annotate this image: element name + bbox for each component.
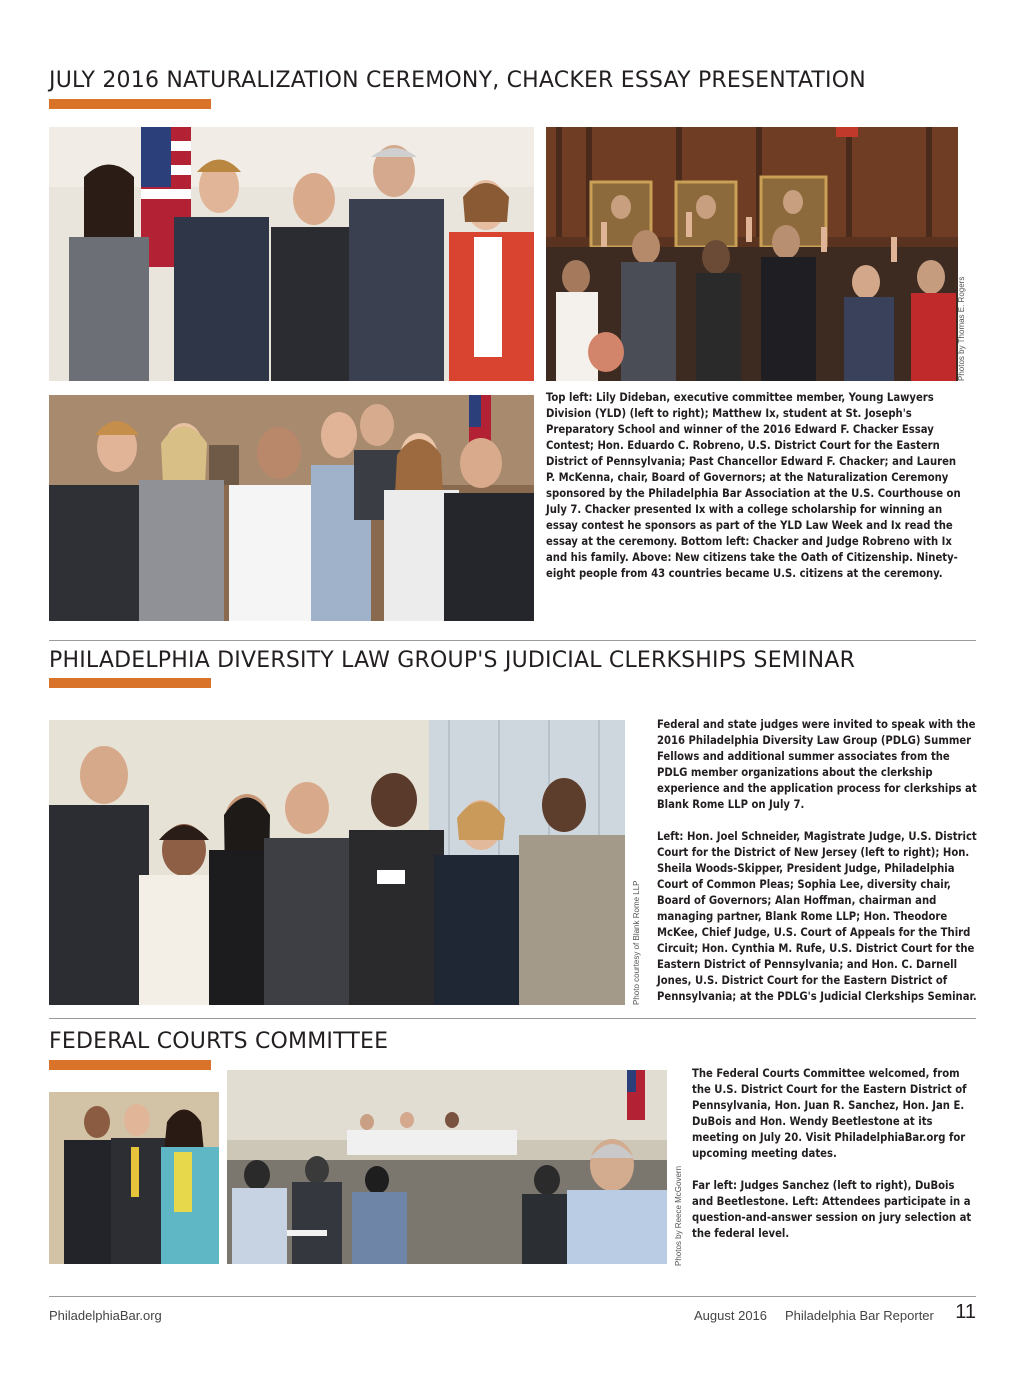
caption-naturalization	[546, 390, 964, 582]
section-divider	[49, 640, 976, 641]
title-accent-bar	[49, 99, 211, 109]
photo-judges-sanchez-dubois-beetlestone	[49, 1092, 219, 1264]
title-accent-bar	[49, 1060, 211, 1070]
photo-credit-blank-rome: Photo courtesy of Blank Rome LLP	[632, 880, 641, 1005]
caption-federal-names: Far left: Judges Sanchez (left to right), DuBois and Beetlestone. Left: Attendees participate in a question-and-answer session on jury selection at the federal level.	[692, 1179, 972, 1240]
caption-diversity	[657, 717, 979, 1005]
footer-divider	[49, 1296, 976, 1297]
caption-diversity-intro: Federal and state judges were invited to speak with the 2016 Philadelphia Diversity Law Group (PDLG) Summer Fellows and additional summer associates from the PDLG member organizations about the clerkship experience and the application process for clerkships at Blank Rome LLP on July 7.	[657, 718, 977, 811]
section-divider	[49, 1018, 976, 1019]
photo-jury-selection-qa-session	[227, 1070, 667, 1264]
section-title-diversity: PHILADELPHIA DIVERSITY LAW GROUP'S JUDICIAL CLERKSHIPS SEMINAR	[49, 648, 856, 673]
caption-federal-courts	[692, 1066, 978, 1242]
section-title-naturalization: JULY 2016 NATURALIZATION CEREMONY, CHACKER ESSAY PRESENTATION	[49, 68, 866, 93]
title-accent-bar	[49, 678, 211, 688]
section-title-federal-courts: FEDERAL COURTS COMMITTEE	[49, 1029, 389, 1054]
footer-publication-name: Philadelphia Bar Reporter	[785, 1308, 934, 1323]
photo-credit-mcgovern: Photos by Reece McGovern	[674, 1165, 683, 1266]
caption-naturalization-text: Top left: Lily Dideban, executive committee member, Young Lawyers Division (YLD) (left to right); Matthew Ix, student at St. Joseph's Preparatory School and winner of the 2016 Edward F. Chacker Essay Contest; Hon. Eduardo C. Robreno, U.S. District Court for the Eastern District of Pennsylvania; Past Chancellor Edward F. Chacker; and Lauren P. McKenna, chair, Board of Governors; at the Naturalization Ceremony sponsored by the Philadelphia Bar Association at the U.S. Courthouse on July 7. Chacker presented Ix with a college scholarship for winning an essay contest he sponsors as part of the YLD Law Week and Ix read the essay at the ceremony. Bottom left: Chacker and Judge Robreno with Ix and his family. Above: New citizens take the Oath of Citizenship. Ninety-eight people from 43 countries became U.S. citizens at the ceremony.	[546, 391, 961, 580]
photo-oath-of-citizenship	[546, 127, 958, 381]
caption-federal-intro: The Federal Courts Committee welcomed, from the U.S. District Court for the Eastern District of Pennsylvania, Hon. Juan R. Sanchez, Hon. Jan E. DuBois and Hon. Wendy Beetlestone at its meeting on July 20. Visit PhiladelphiaBar.org for upcoming meeting dates.	[692, 1067, 967, 1160]
photo-chacker-group-portrait	[49, 127, 534, 381]
footer-website: PhiladelphiaBar.org	[49, 1308, 162, 1323]
footer-issue-date: August 2016	[694, 1308, 768, 1323]
photo-chacker-robreno-family	[49, 395, 534, 621]
photo-clerkship-seminar-judges	[49, 720, 625, 1005]
caption-diversity-names: Left: Hon. Joel Schneider, Magistrate Judge, U.S. District Court for the District of New Jersey (left to right); Hon. Sheila Woods-Skipper, President Judge, Philadelphia Court of Common Pleas; Sophia Lee, diversity chair, Board of Governors; Alan Hoffman, chairman and managing partner, Blank Rome LLP; Hon. Theodore McKee, Chief Judge, U.S. Court of Appeals for the Third Circuit; Hon. Cynthia M. Rufe, U.S. District Court for the Eastern District of Pennsylvania; and Hon. C. Darnell Jones, U.S. District Court for the Eastern District of Pennsylvania; at the PDLG's Judicial Clerkships Seminar.	[657, 830, 977, 1003]
page-number: 11	[955, 1301, 976, 1323]
photo-credit-rogers: Photos by Thomas E. Rogers	[957, 276, 966, 381]
